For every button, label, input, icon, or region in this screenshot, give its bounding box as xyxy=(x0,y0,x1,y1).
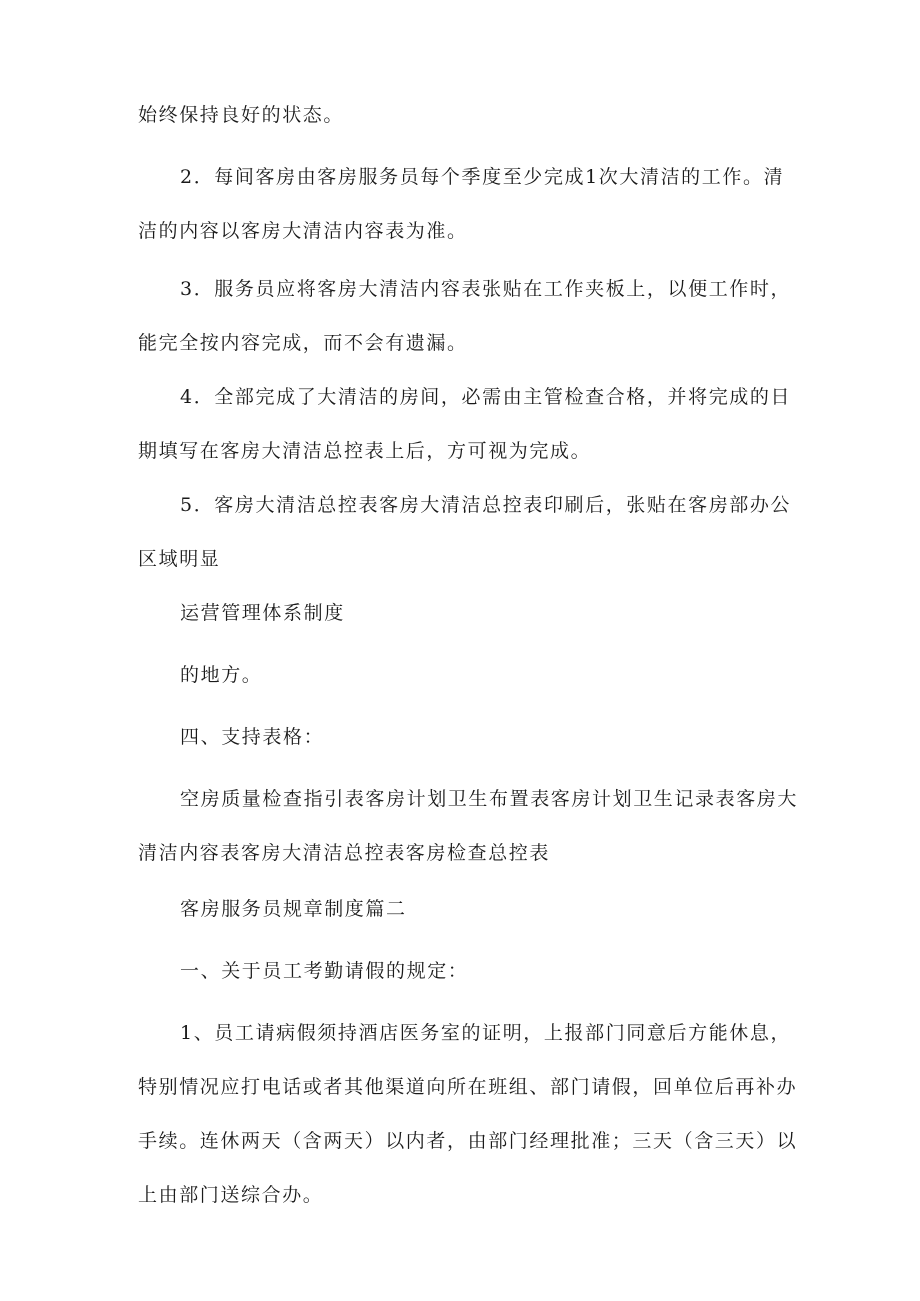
text-line: 4．全部完成了大清洁的房间，必需由主管检查合格，并将完成的日 xyxy=(180,386,792,408)
text-line: 2．每间客房由客房服务员每个季度至少完成1次大清洁的工作。清 xyxy=(180,166,785,188)
paragraph-8 xyxy=(138,772,799,880)
text-line: 的地方。 xyxy=(180,664,263,686)
text-line: 空房质量检查指引表客房计划卫生布置表客房计划卫生记录表客房大 xyxy=(180,788,799,810)
paragraph-9 xyxy=(138,1006,798,1222)
paragraph-2 xyxy=(138,150,788,258)
text-line: 能完全按内容完成，而不会有遗漏。 xyxy=(138,332,468,354)
text-line: 1、员工请病假须持酒店医务室的证明，上报部门同意后方能休息， xyxy=(180,1022,792,1044)
paragraph-3 xyxy=(138,262,792,370)
paragraph-7 xyxy=(138,648,788,702)
section-heading xyxy=(138,710,788,764)
text-line: 期填写在客房大清洁总控表上后，方可视为完成。 xyxy=(138,440,592,462)
section-heading xyxy=(138,944,788,998)
text-line: 洁的内容以客房大清洁内容表为准。 xyxy=(138,220,468,242)
text-line: 一、关于员工考勤请假的规定： xyxy=(180,960,469,982)
paragraph-1 xyxy=(138,88,788,142)
paragraph-6 xyxy=(138,586,788,640)
text-line: 上由部门送综合办。 xyxy=(138,1184,324,1206)
text-line: 3．服务员应将客房大清洁内容表张贴在工作夹板上，以便工作时， xyxy=(180,278,792,300)
text-line: 区域明显 xyxy=(138,548,221,570)
text-line: 四、支持表格： xyxy=(180,726,325,748)
text-line: 特别情况应打电话或者其他渠道向所在班组、部门请假，回单位后再补办 xyxy=(138,1076,798,1098)
paragraph-5 xyxy=(138,478,792,586)
text-line: 5．客房大清洁总控表客房大清洁总控表印刷后，张贴在客房部办公 xyxy=(180,494,792,516)
paragraph-4 xyxy=(138,370,792,478)
text-line: 客房服务员规章制度篇二 xyxy=(180,898,407,920)
text-line: 运营管理体系制度 xyxy=(180,602,345,624)
text-line: 始终保持良好的状态。 xyxy=(138,104,345,126)
text-line: 清洁内容表客房大清洁总控表客房检查总控表 xyxy=(138,842,551,864)
chapter-title xyxy=(138,882,788,936)
text-line: 手续。连休两天（含两天）以内者，由部门经理批准；三天（含三天）以 xyxy=(138,1130,798,1152)
